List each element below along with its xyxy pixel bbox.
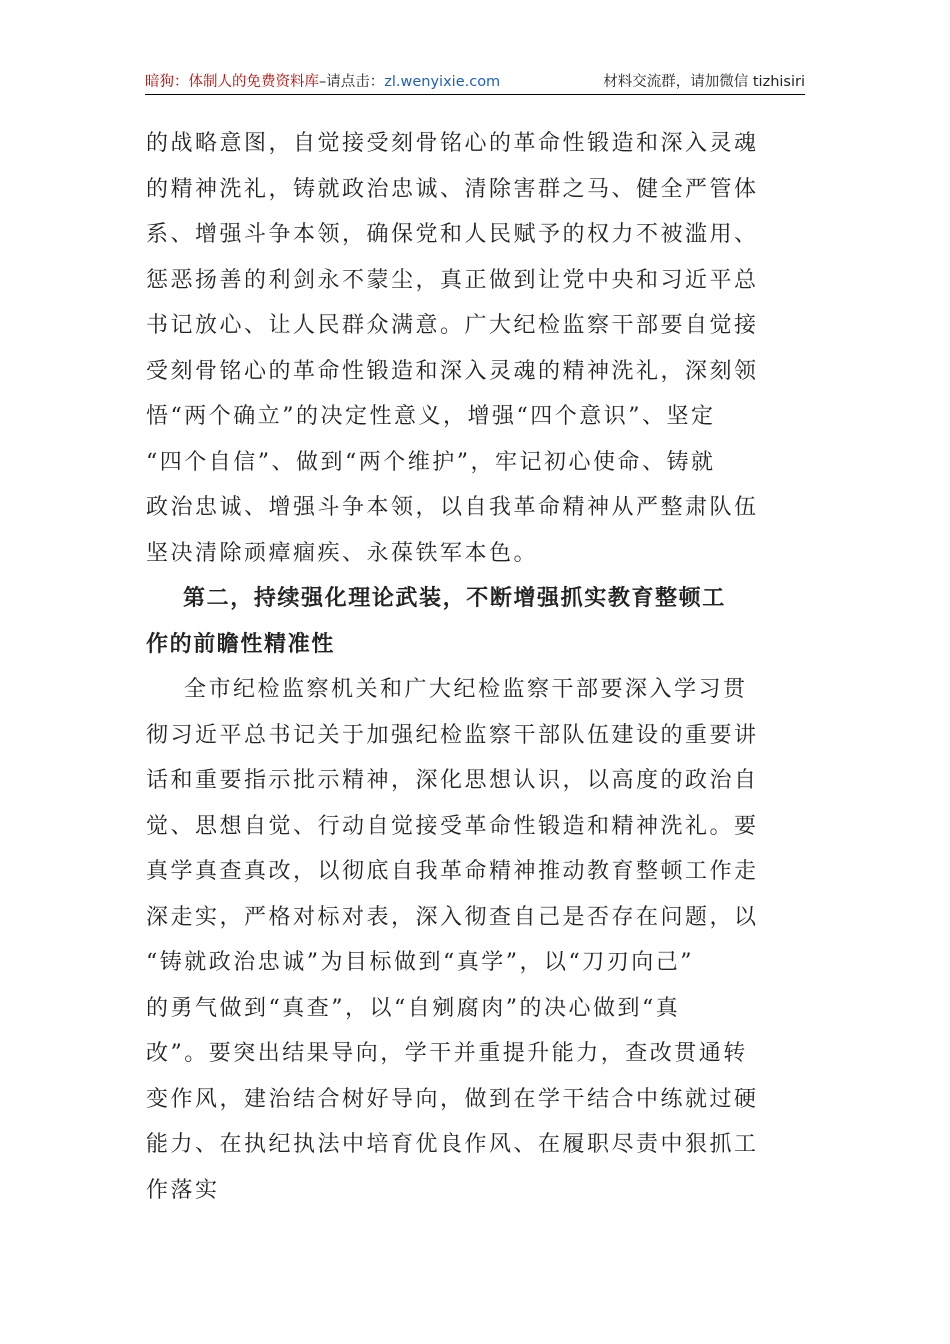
text-line: 话和重要指示批示精神，深化思想认识，以高度的政治自 [146, 768, 759, 793]
section-heading-line: 第二，持续强化理论武装，不断增强抓实教育整顿工 [146, 586, 726, 611]
text-line: 变作风，建治结合树好导向，做到在学干结合中练就过硬 [146, 1086, 759, 1112]
header-link[interactable]: zl.wenyixie.com [384, 73, 501, 90]
text-line: 彻习近平总书记关于加强纪检监察干部队伍建设的重要讲 [146, 722, 759, 748]
text-line: 的精神洗礼，铸就政治忠诚、清除害群之马、健全严管体 [146, 176, 759, 202]
text-line: 受刻骨铭心的革命性锻造和深入灵魂的精神洗礼，深刻领 [146, 358, 759, 384]
text-line: 真学真查真改，以彻底自我革命精神推动教育整顿工作走 [146, 859, 759, 884]
text-line: 惩恶扬善的利剑永不蒙尘，真正做到让党中央和习近平总 [146, 267, 759, 293]
header-wechat-note: 材料交流群，请加微信 tizhisiri [603, 73, 805, 90]
text-line: 全市纪检监察机关和广大纪检监察干部要深入学习贯 [146, 677, 748, 702]
text-line: 系、增强斗争本领，确保党和人民赋予的权力不被滥用、 [146, 222, 759, 247]
text-line: 悟“两个确立”的决定性意义，增强“四个意识”、坚定 [146, 404, 716, 429]
text-line: “四个自信”、做到“两个维护”，牢记初心使命、铸就 [146, 449, 716, 475]
text-line: 坚决清除顽瘴痼疾、永葆铁军本色。 [146, 540, 539, 566]
text-line: 改”。要突出结果导向，学干并重提升能力，查改贯通转 [146, 1041, 748, 1066]
header-click-prompt: –请点击： [319, 73, 385, 90]
header-site-name: 暗狗：体制人的免费资料库 [145, 73, 319, 90]
text-line: 的战略意图，自觉接受刻骨铭心的革命性锻造和深入灵魂 [146, 131, 759, 156]
header-divider [145, 94, 805, 95]
text-line: 书记放心、让人民群众满意。广大纪检监察干部要自觉接 [146, 313, 759, 338]
header-promo-text [145, 70, 500, 91]
section-heading-line: 作的前瞻性精准性 [146, 631, 335, 657]
text-line: 政治忠诚、增强斗争本领，以自我革命精神从严整肃队伍 [146, 495, 759, 520]
text-line: 作落实 [146, 1177, 220, 1203]
page-header [145, 66, 805, 94]
document-body [146, 121, 806, 1213]
text-line: 能力、在执纪执法中培育优良作风、在履职尽责中狠抓工 [146, 1132, 759, 1157]
text-line: 深走实，严格对标对表，深入彻查自己是否存在问题，以 [146, 904, 759, 930]
text-line: 的勇气做到“真查”，以“自剜腐肉”的决心做到“真 [146, 995, 681, 1021]
text-line: 觉、思想自觉、行动自觉接受革命性锻造和精神洗礼。要 [146, 813, 759, 839]
text-line: “铸就政治忠诚”为目标做到“真学”，以“刀刃向己” [146, 950, 694, 975]
